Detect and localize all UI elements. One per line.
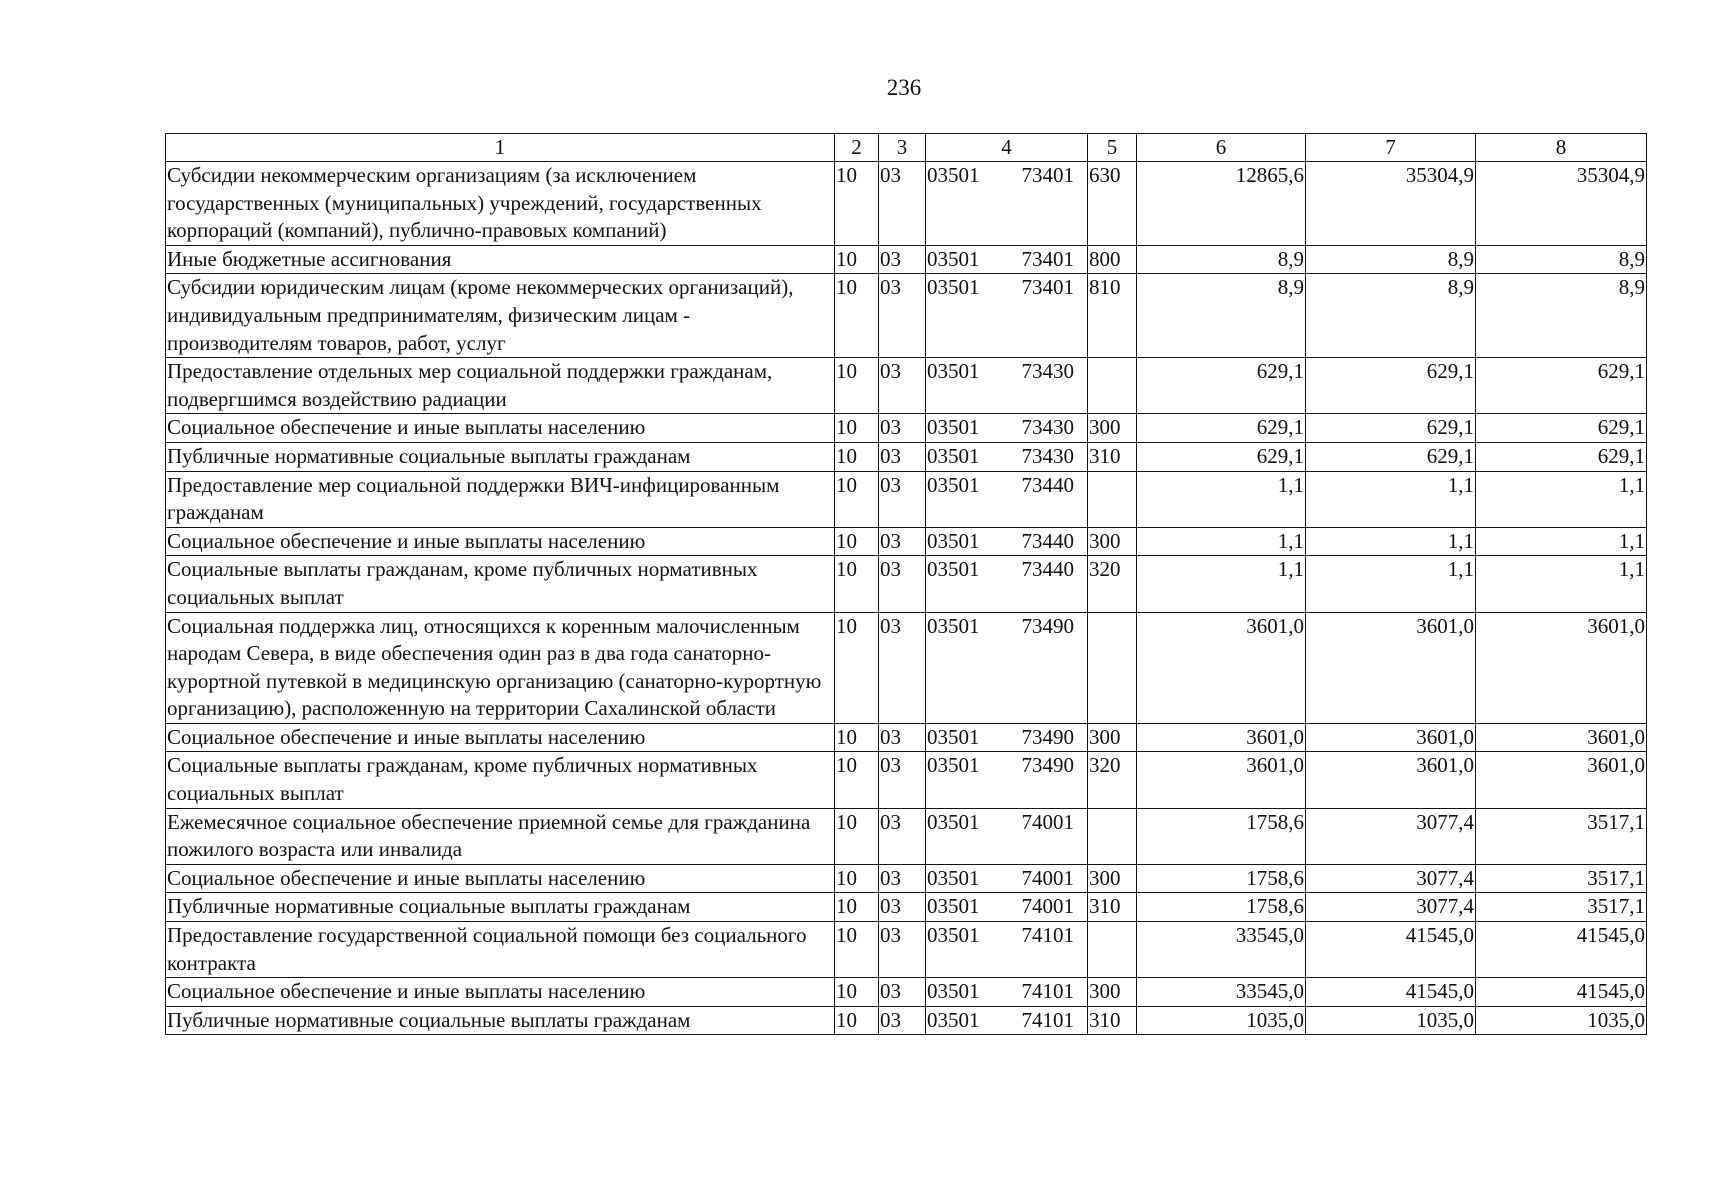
program-code: 03501: [927, 359, 980, 384]
amount-col-6: 1758,6: [1137, 893, 1306, 922]
program-code: 03501: [927, 163, 980, 187]
expense-type-code: 310: [1088, 442, 1137, 471]
target-article-code: [926, 442, 1088, 471]
amount-col-8: 3517,1: [1476, 893, 1647, 922]
table-row: [166, 864, 1647, 893]
target-article-code: [926, 752, 1088, 808]
amount-col-7: 629,1: [1306, 414, 1476, 443]
expense-type-code: [1088, 922, 1137, 978]
direction-code: 73440: [1021, 472, 1074, 497]
amount-col-6: 12865,6: [1137, 162, 1306, 246]
subsection-code: 03: [879, 978, 926, 1007]
table-row: [166, 442, 1647, 471]
direction-code: 73430: [1021, 415, 1074, 440]
amount-col-7: 3601,0: [1306, 752, 1476, 808]
budget-table: [165, 133, 1647, 1035]
amount-col-7: 35304,9: [1306, 162, 1476, 246]
amount-col-6: 8,9: [1137, 274, 1306, 358]
program-code: 03501: [927, 1007, 980, 1032]
amount-col-6: 33545,0: [1137, 922, 1306, 978]
section-code: 10: [835, 612, 879, 723]
row-description: Социальное обеспечение и иные выплаты населению: [166, 978, 835, 1007]
amount-col-8: 3601,0: [1476, 752, 1647, 808]
amount-col-6: 629,1: [1137, 414, 1306, 443]
section-code: 10: [835, 1006, 879, 1035]
expense-type-code: 810: [1088, 274, 1137, 358]
section-code: 10: [835, 752, 879, 808]
program-code: 03501: [927, 415, 980, 440]
amount-col-6: 1,1: [1137, 471, 1306, 527]
amount-col-6: 1035,0: [1137, 1006, 1306, 1035]
amount-col-6: 33545,0: [1137, 978, 1306, 1007]
target-article-code: [926, 274, 1088, 358]
program-code: 03501: [927, 753, 980, 778]
target-article-code: [926, 864, 1088, 893]
section-code: 10: [835, 723, 879, 752]
row-description: Ежемесячное социальное обеспечение приемной семье для гражданина пожилого возраста или инвалида: [166, 808, 835, 864]
amount-col-7: 3077,4: [1306, 864, 1476, 893]
section-code: 10: [835, 527, 879, 556]
amount-col-8: 629,1: [1476, 358, 1647, 414]
header-col-1: 1: [166, 134, 835, 162]
direction-code: 73401: [1021, 163, 1074, 187]
section-code: 10: [835, 556, 879, 612]
section-code: 10: [835, 864, 879, 893]
row-description: Предоставление отдельных мер социальной поддержки гражданам, подвергшимся воздействию радиации: [166, 358, 835, 414]
table-row: [166, 612, 1647, 723]
target-article-code: [926, 723, 1088, 752]
direction-code: 74101: [1021, 1007, 1074, 1032]
amount-col-7: 629,1: [1306, 442, 1476, 471]
amount-col-7: 8,9: [1306, 274, 1476, 358]
program-code: 03501: [927, 557, 980, 582]
program-code: 03501: [927, 923, 980, 948]
row-description: Субсидии юридическим лицам (кроме некоммерческих организаций), индивидуальным предпринимателям, физическим лицам - производителям товаров, работ, услуг: [166, 274, 835, 358]
target-article-code: [926, 612, 1088, 723]
header-col-2: 2: [835, 134, 879, 162]
amount-col-7: 1,1: [1306, 471, 1476, 527]
amount-col-7: 1,1: [1306, 527, 1476, 556]
subsection-code: 03: [879, 752, 926, 808]
section-code: 10: [835, 978, 879, 1007]
subsection-code: 03: [879, 162, 926, 246]
table-row: [166, 162, 1647, 246]
target-article-code: [926, 414, 1088, 443]
row-description: Социальные выплаты гражданам, кроме публичных нормативных социальных выплат: [166, 556, 835, 612]
amount-col-8: 3601,0: [1476, 612, 1647, 723]
subsection-code: 03: [879, 893, 926, 922]
subsection-code: 03: [879, 808, 926, 864]
expense-type-code: 300: [1088, 414, 1137, 443]
amount-col-8: 8,9: [1476, 245, 1647, 274]
section-code: 10: [835, 442, 879, 471]
amount-col-7: 41545,0: [1306, 922, 1476, 978]
amount-col-6: 629,1: [1137, 358, 1306, 414]
direction-code: 73490: [1021, 613, 1074, 638]
table-row: [166, 922, 1647, 978]
page-number: 236: [886, 75, 922, 100]
amount-col-8: 3517,1: [1476, 808, 1647, 864]
section-code: 10: [835, 922, 879, 978]
amount-col-8: 41545,0: [1476, 978, 1647, 1007]
amount-col-6: 8,9: [1137, 245, 1306, 274]
section-code: 10: [835, 274, 879, 358]
target-article-code: [926, 893, 1088, 922]
expense-type-code: 800: [1088, 245, 1137, 274]
amount-col-7: 629,1: [1306, 358, 1476, 414]
table-row: [166, 1006, 1647, 1035]
row-description: Социальная поддержка лиц, относящихся к коренным малочисленным народам Севера, в виде обеспечения один раз в два года санаторно-курортной путевкой в медицинскую организацию (санаторно-курортную организацию), расположенную на территории Сахалинской области: [166, 612, 835, 723]
amount-col-7: 1,1: [1306, 556, 1476, 612]
target-article-code: [926, 245, 1088, 274]
amount-col-8: 8,9: [1476, 274, 1647, 358]
target-article-code: [926, 162, 1088, 246]
expense-type-code: 320: [1088, 556, 1137, 612]
expense-type-code: 310: [1088, 1006, 1137, 1035]
amount-col-6: 3601,0: [1137, 752, 1306, 808]
row-description: Иные бюджетные ассигнования: [166, 245, 835, 274]
expense-type-code: 300: [1088, 978, 1137, 1007]
section-code: 10: [835, 808, 879, 864]
header-col-3: 3: [879, 134, 926, 162]
target-article-code: [926, 358, 1088, 414]
subsection-code: 03: [879, 274, 926, 358]
row-description: Публичные нормативные социальные выплаты гражданам: [166, 893, 835, 922]
row-description: Публичные нормативные социальные выплаты гражданам: [166, 442, 835, 471]
program-code: 03501: [927, 246, 980, 271]
expense-type-code: [1088, 471, 1137, 527]
amount-col-8: 35304,9: [1476, 162, 1647, 246]
amount-col-8: 629,1: [1476, 414, 1647, 443]
subsection-code: 03: [879, 556, 926, 612]
table-row: [166, 274, 1647, 358]
amount-col-7: 3601,0: [1306, 723, 1476, 752]
subsection-code: 03: [879, 527, 926, 556]
table-row: [166, 556, 1647, 612]
program-code: 03501: [927, 809, 980, 834]
section-code: 10: [835, 358, 879, 414]
amount-col-8: 1,1: [1476, 556, 1647, 612]
expense-type-code: 630: [1088, 162, 1137, 246]
section-code: 10: [835, 893, 879, 922]
table-row: [166, 245, 1647, 274]
amount-col-8: 1,1: [1476, 471, 1647, 527]
section-code: 10: [835, 162, 879, 246]
program-code: 03501: [927, 724, 980, 749]
amount-col-6: 3601,0: [1137, 723, 1306, 752]
program-code: 03501: [927, 613, 980, 638]
program-code: 03501: [927, 528, 980, 553]
row-description: Предоставление мер социальной поддержки ВИЧ-инфицированным гражданам: [166, 471, 835, 527]
row-description: Предоставление государственной социальной помощи без социального контракта: [166, 922, 835, 978]
direction-code: 73401: [1021, 246, 1074, 271]
direction-code: 74001: [1021, 894, 1074, 919]
direction-code: 74101: [1021, 923, 1074, 948]
subsection-code: 03: [879, 1006, 926, 1035]
expense-type-code: 320: [1088, 752, 1137, 808]
direction-code: 74001: [1021, 809, 1074, 834]
amount-col-7: 3077,4: [1306, 808, 1476, 864]
subsection-code: 03: [879, 864, 926, 893]
table-row: [166, 527, 1647, 556]
expense-type-code: 300: [1088, 864, 1137, 893]
direction-code: 73490: [1021, 724, 1074, 749]
program-code: 03501: [927, 979, 980, 1004]
header-col-5: 5: [1088, 134, 1137, 162]
amount-col-6: 629,1: [1137, 442, 1306, 471]
amount-col-8: 3517,1: [1476, 864, 1647, 893]
target-article-code: [926, 808, 1088, 864]
expense-type-code: 300: [1088, 723, 1137, 752]
table-row: [166, 808, 1647, 864]
expense-type-code: [1088, 612, 1137, 723]
amount-col-7: 3601,0: [1306, 612, 1476, 723]
row-description: Социальные выплаты гражданам, кроме публичных нормативных социальных выплат: [166, 752, 835, 808]
section-code: 10: [835, 245, 879, 274]
column-number-header-row: [166, 134, 1647, 162]
table-row: [166, 471, 1647, 527]
amount-col-6: 1,1: [1137, 556, 1306, 612]
section-code: 10: [835, 414, 879, 443]
amount-col-8: 629,1: [1476, 442, 1647, 471]
amount-col-6: 1758,6: [1137, 808, 1306, 864]
subsection-code: 03: [879, 245, 926, 274]
table-row: [166, 414, 1647, 443]
target-article-code: [926, 471, 1088, 527]
amount-col-7: 41545,0: [1306, 978, 1476, 1007]
row-description: Субсидии некоммерческим организациям (за исключением государственных (муниципальных) учреждений, государственных корпораций (компаний), публично-правовых компаний): [166, 162, 835, 246]
amount-col-6: 1,1: [1137, 527, 1306, 556]
table-row: [166, 893, 1647, 922]
program-code: 03501: [927, 865, 980, 890]
row-description: Социальное обеспечение и иные выплаты населению: [166, 414, 835, 443]
header-col-8: 8: [1476, 134, 1647, 162]
amount-col-8: 1035,0: [1476, 1006, 1647, 1035]
target-article-code: [926, 527, 1088, 556]
direction-code: 74101: [1021, 979, 1074, 1004]
header-col-6: 6: [1137, 134, 1306, 162]
row-description: Публичные нормативные социальные выплаты гражданам: [166, 1006, 835, 1035]
direction-code: 73430: [1021, 359, 1074, 384]
amount-col-8: 41545,0: [1476, 922, 1647, 978]
target-article-code: [926, 1006, 1088, 1035]
table-row: [166, 723, 1647, 752]
header-col-7: 7: [1306, 134, 1476, 162]
direction-code: 73401: [1021, 275, 1074, 300]
row-description: Социальное обеспечение и иные выплаты населению: [166, 864, 835, 893]
direction-code: 74001: [1021, 865, 1074, 890]
subsection-code: 03: [879, 922, 926, 978]
amount-col-8: 1,1: [1476, 527, 1647, 556]
table-row: [166, 752, 1647, 808]
direction-code: 73440: [1021, 557, 1074, 582]
subsection-code: 03: [879, 723, 926, 752]
program-code: 03501: [927, 443, 980, 468]
subsection-code: 03: [879, 471, 926, 527]
expense-type-code: [1088, 808, 1137, 864]
table-row: [166, 978, 1647, 1007]
program-code: 03501: [927, 894, 980, 919]
header-col-4: 4: [926, 134, 1088, 162]
amount-col-8: 3601,0: [1476, 723, 1647, 752]
row-description: Социальное обеспечение и иные выплаты населению: [166, 723, 835, 752]
direction-code: 73490: [1021, 753, 1074, 778]
direction-code: 73430: [1021, 443, 1074, 468]
table-body: [166, 162, 1647, 1035]
target-article-code: [926, 556, 1088, 612]
subsection-code: 03: [879, 612, 926, 723]
target-article-code: [926, 978, 1088, 1007]
expense-type-code: [1088, 358, 1137, 414]
amount-col-7: 1035,0: [1306, 1006, 1476, 1035]
direction-code: 73440: [1021, 528, 1074, 553]
amount-col-7: 3077,4: [1306, 893, 1476, 922]
amount-col-7: 8,9: [1306, 245, 1476, 274]
table-row: [166, 358, 1647, 414]
amount-col-6: 3601,0: [1137, 612, 1306, 723]
expense-type-code: 310: [1088, 893, 1137, 922]
section-code: 10: [835, 471, 879, 527]
program-code: 03501: [927, 275, 980, 300]
amount-col-6: 1758,6: [1137, 864, 1306, 893]
program-code: 03501: [927, 472, 980, 497]
subsection-code: 03: [879, 442, 926, 471]
row-description: Социальное обеспечение и иные выплаты населению: [166, 527, 835, 556]
subsection-code: 03: [879, 414, 926, 443]
expense-type-code: 300: [1088, 527, 1137, 556]
target-article-code: [926, 922, 1088, 978]
subsection-code: 03: [879, 358, 926, 414]
